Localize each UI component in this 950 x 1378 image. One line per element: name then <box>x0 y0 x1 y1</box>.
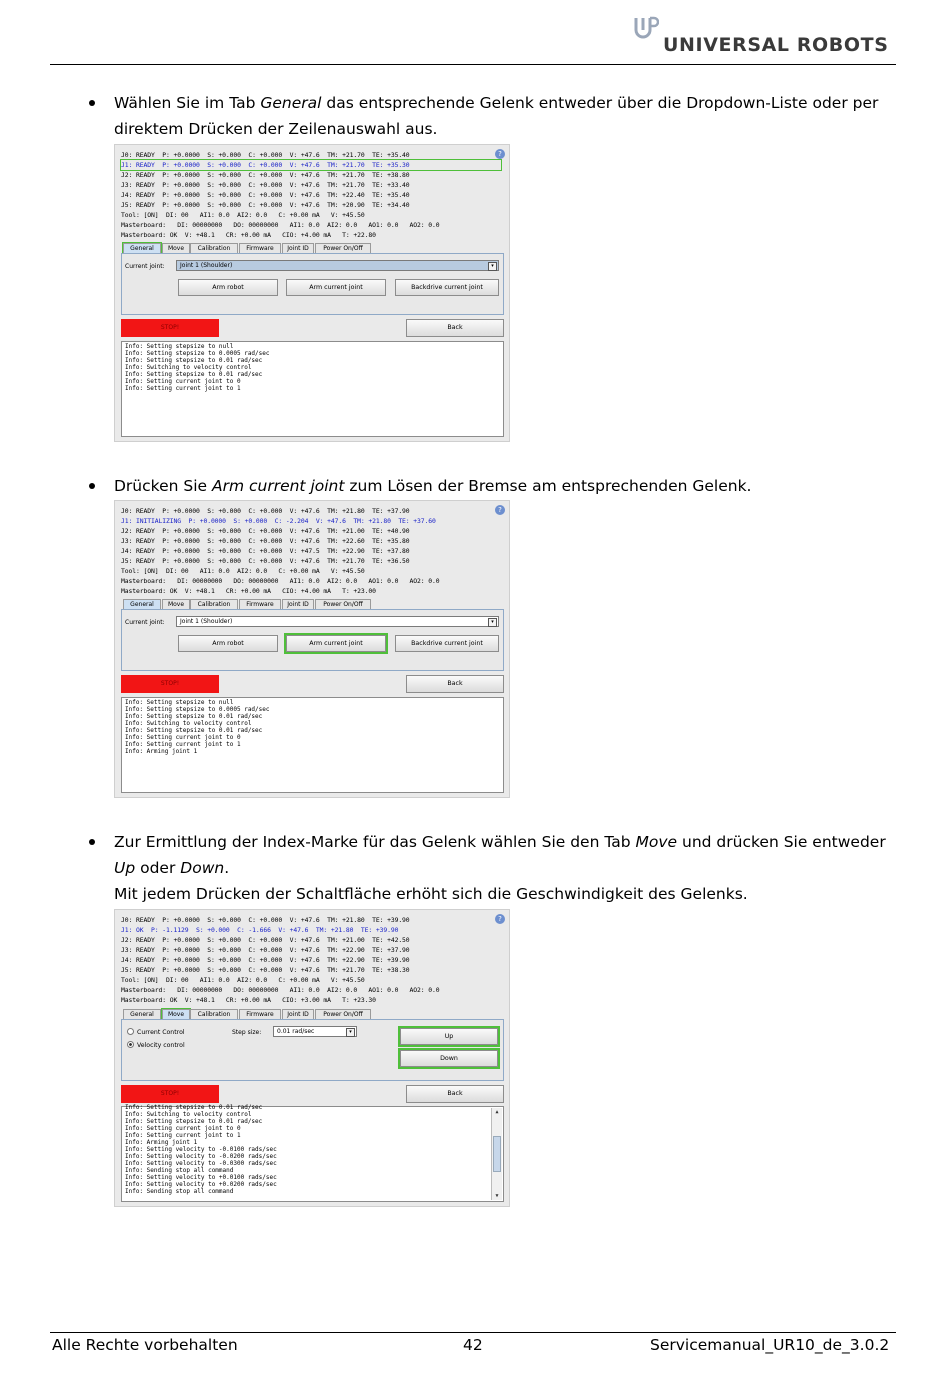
tab-joint-id[interactable]: Joint ID <box>282 243 314 253</box>
log-line: Info: Sending stop all command <box>125 1188 234 1195</box>
tab-firmware[interactable]: Firmware <box>239 599 281 609</box>
status-row-masterboard: Masterboard: OK V: +48.1 CR: +0.00 mA CIO: +4.00 mA T: +23.00 <box>121 587 376 595</box>
log-line: Info: Switching to velocity control <box>125 364 252 371</box>
status-row-j1[interactable]: J1: READY P: +0.0000 S: +0.000 C: +0.000 V: +47.6 TM: +21.70 TE: +35.30 <box>121 160 501 170</box>
status-row-tool: Tool: [ON] DI: 00 AI1: 0.0 AI2: 0.0 C: +0.00 mA V: +45.50 <box>121 211 365 219</box>
status-row-j1[interactable]: J1: INITIALIZING P: +0.0000 S: +0.000 C: -2.204 V: +47.6 TM: +21.80 TE: +37.60 <box>121 517 436 525</box>
general-panel <box>121 253 504 315</box>
joint-status-list <box>121 915 501 1005</box>
log-line: Info: Setting current joint to 0 <box>125 378 241 385</box>
status-row-masterboard: Masterboard: OK V: +48.1 CR: +0.00 mA CIO: +3.00 mA T: +23.30 <box>121 996 376 1004</box>
log-line: Info: Setting stepsize to 0.0005 rad/sec <box>125 706 270 713</box>
tab-firmware[interactable]: Firmware <box>239 1009 281 1019</box>
instruction-1: Wählen Sie im Tab General das entsprechende Gelenk entweder über die Dropdown-Liste oder per direktem Drücken der Zeilenauswahl aus. <box>114 90 914 142</box>
log-line: Info: Switching to velocity control <box>125 1111 252 1118</box>
status-row-j4[interactable]: J4: READY P: +0.0000 S: +0.000 C: +0.000 V: +47.6 TM: +22.90 TE: +39.90 <box>121 956 410 964</box>
tab-move[interactable]: Move <box>162 599 190 609</box>
log-line: Info: Arming joint 1 <box>125 1139 198 1146</box>
tab-general[interactable]: General <box>123 243 161 253</box>
tab-calibration[interactable]: Calibration <box>190 599 238 609</box>
current-joint-dropdown[interactable]: Joint 1 (Shoulder) ▾ <box>176 616 499 627</box>
scroll-thumb[interactable] <box>493 1136 501 1172</box>
status-row-j0[interactable]: J0: READY P: +0.0000 S: +0.000 C: +0.000 V: +47.6 TM: +21.80 TE: +37.90 <box>121 507 410 515</box>
term-move: Move <box>635 833 678 851</box>
term-arm-current-joint: Arm current joint <box>211 477 345 495</box>
radio-on-icon <box>127 1041 134 1048</box>
status-row-masterboard-io: Masterboard: DI: 00000000 DO: 00000000 AI1: 0.0 AI2: 0.0 AO1: 0.0 AO2: 0.0 <box>121 986 440 994</box>
term-up: Up <box>114 859 136 877</box>
log-line: Info: Setting stepsize to 0.01 rad/sec <box>125 713 263 720</box>
universal-robots-logo <box>633 14 893 60</box>
status-row-j5[interactable]: J5: READY P: +0.0000 S: +0.000 C: +0.000 V: +47.6 TM: +21.70 TE: +36.50 <box>121 557 410 565</box>
status-row-j0[interactable]: J0: READY P: +0.0000 S: +0.000 C: +0.000 V: +47.6 TM: +21.70 TE: +35.40 <box>121 151 410 159</box>
log-line: Info: Setting current joint to 1 <box>125 385 241 392</box>
log-line: Info: Setting current joint to 1 <box>125 741 241 748</box>
scroll-down-icon[interactable]: ▼ <box>495 1193 499 1199</box>
backdrive-current-joint-button[interactable]: Backdrive current joint <box>395 279 499 296</box>
term-general: General <box>260 94 322 112</box>
status-row-j2[interactable]: J2: READY P: +0.0000 S: +0.000 C: +0.000 V: +47.6 TM: +21.00 TE: +40.90 <box>121 527 410 535</box>
log-output <box>121 697 504 793</box>
tab-calibration[interactable]: Calibration <box>190 1009 238 1019</box>
status-row-j1[interactable]: J1: OK P: -1.1129 S: +0.000 C: -1.666 V: +47.6 TM: +21.80 TE: +39.90 <box>121 926 399 934</box>
log-output <box>121 1106 504 1202</box>
arm-current-joint-button[interactable]: Arm current joint <box>286 635 386 652</box>
log-output <box>121 341 504 437</box>
current-control-radio[interactable]: Current Control <box>127 1028 185 1036</box>
log-line: Info: Setting velocity to -0.0200 rads/sec <box>125 1153 277 1160</box>
tab-general[interactable]: General <box>123 1009 161 1019</box>
log-scrollbar[interactable] <box>491 1108 502 1200</box>
step-size-dropdown[interactable]: 0.01 rad/sec ▾ <box>273 1026 357 1037</box>
tab-move[interactable]: Move <box>162 1009 190 1019</box>
arm-current-joint-button[interactable]: Arm current joint <box>286 279 386 296</box>
screenshot-move-tab <box>114 909 510 1207</box>
page-number: 42 <box>463 1336 483 1354</box>
screenshot-general-tab <box>114 144 510 442</box>
status-row-masterboard-io: Masterboard: DI: 00000000 DO: 00000000 AI1: 0.0 AI2: 0.0 AO1: 0.0 AO2: 0.0 <box>121 577 440 585</box>
log-line: Info: Setting velocity to -0.0100 rads/sec <box>125 1146 277 1153</box>
log-line: Info: Setting velocity to +0.0100 rads/sec <box>125 1174 277 1181</box>
footer-rule <box>50 1332 896 1333</box>
footer-rights: Alle Rechte vorbehalten <box>52 1336 238 1354</box>
log-line: Info: Setting velocity to +0.0200 rads/sec <box>125 1181 277 1188</box>
step-size-label: Step size: <box>232 1029 262 1036</box>
current-joint-label: Current joint: <box>125 619 165 626</box>
general-panel <box>121 609 504 671</box>
arm-robot-button[interactable]: Arm robot <box>178 279 278 296</box>
tab-joint-id[interactable]: Joint ID <box>282 1009 314 1019</box>
scroll-up-icon[interactable]: ▲ <box>495 1109 499 1115</box>
log-line: Info: Setting stepsize to 0.01 rad/sec <box>125 727 263 734</box>
status-row-j0[interactable]: J0: READY P: +0.0000 S: +0.000 C: +0.000 V: +47.6 TM: +21.80 TE: +39.90 <box>121 916 410 924</box>
status-row-j3[interactable]: J3: READY P: +0.0000 S: +0.000 C: +0.000 V: +47.6 TM: +21.70 TE: +33.40 <box>121 181 410 189</box>
status-row-j2[interactable]: J2: READY P: +0.0000 S: +0.000 C: +0.000 V: +47.6 TM: +21.70 TE: +38.80 <box>121 171 410 179</box>
bullet-icon <box>89 100 95 106</box>
tab-firmware[interactable]: Firmware <box>239 243 281 253</box>
radio-off-icon <box>127 1028 134 1035</box>
chevron-down-icon: ▾ <box>346 1028 355 1037</box>
log-line: Info: Setting stepsize to null <box>125 699 234 706</box>
help-icon[interactable]: ? <box>495 505 505 515</box>
log-line: Info: Switching to velocity control <box>125 720 252 727</box>
logo-wordmark: UNIVERSAL ROBOTS <box>663 34 889 56</box>
log-line: Info: Setting current joint to 0 <box>125 734 241 741</box>
backdrive-current-joint-button[interactable]: Backdrive current joint <box>395 635 499 652</box>
tab-general[interactable]: General <box>123 599 161 609</box>
log-line: Info: Arming joint 1 <box>125 748 198 755</box>
help-icon[interactable]: ? <box>495 914 505 924</box>
status-row-masterboard-io: Masterboard: DI: 00000000 DO: 00000000 AI1: 0.0 AI2: 0.0 AO1: 0.0 AO2: 0.0 <box>121 221 440 229</box>
log-line: Info: Setting current joint to 0 <box>125 1125 241 1132</box>
log-line: Info: Setting stepsize to 0.01 rad/sec <box>125 371 263 378</box>
bullet-icon <box>89 839 95 845</box>
status-row-j2[interactable]: J2: READY P: +0.0000 S: +0.000 C: +0.000 V: +47.6 TM: +21.00 TE: +42.50 <box>121 936 410 944</box>
stop-button[interactable]: STOP! <box>121 675 219 693</box>
term-down: Down <box>180 859 225 877</box>
chevron-down-icon: ▾ <box>488 618 497 627</box>
log-line: Info: Setting stepsize to 0.01 rad/sec <box>125 1118 263 1125</box>
status-row-j4[interactable]: J4: READY P: +0.0000 S: +0.000 C: +0.000 V: +47.6 TM: +22.40 TE: +35.40 <box>121 191 410 199</box>
bullet-icon <box>89 483 95 489</box>
move-panel <box>121 1019 504 1081</box>
velocity-control-radio[interactable]: Velocity control <box>127 1041 185 1049</box>
tab-move[interactable]: Move <box>162 243 190 253</box>
tab-power[interactable]: Power On/Off <box>315 1009 371 1019</box>
status-row-tool: Tool: [ON] DI: 00 AI1: 0.0 AI2: 0.0 C: +0.00 mA V: +45.50 <box>121 976 365 984</box>
tab-calibration[interactable]: Calibration <box>190 243 238 253</box>
status-row-j5[interactable]: J5: READY P: +0.0000 S: +0.000 C: +0.000 V: +47.6 TM: +20.90 TE: +34.40 <box>121 201 410 209</box>
log-line: Info: Setting stepsize to 0.0005 rad/sec <box>125 350 270 357</box>
status-row-tool: Tool: [ON] DI: 00 AI1: 0.0 AI2: 0.0 C: +0.00 mA V: +45.50 <box>121 567 365 575</box>
status-row-j4[interactable]: J4: READY P: +0.0000 S: +0.000 C: +0.000 V: +47.5 TM: +22.90 TE: +37.80 <box>121 547 410 555</box>
tab-power[interactable]: Power On/Off <box>315 243 371 253</box>
instruction-3: Zur Ermittlung der Index-Marke für das Gelenk wählen Sie den Tab Move und drücken Sie entweder Up oder Down. Mit jedem Drücken der Schaltfläche erhöht sich die Geschwindigkeit des Gelenks. <box>114 829 914 907</box>
stop-button[interactable]: STOP! <box>121 319 219 337</box>
stop-button[interactable]: STOP! <box>121 1085 219 1103</box>
status-row-j3[interactable]: J3: READY P: +0.0000 S: +0.000 C: +0.000 V: +47.6 TM: +22.90 TE: +37.90 <box>121 946 410 954</box>
log-line: Info: Sending stop all command <box>125 1167 234 1174</box>
tab-power[interactable]: Power On/Off <box>315 599 371 609</box>
tab-joint-id[interactable]: Joint ID <box>282 599 314 609</box>
screenshot-arm-joint <box>114 500 510 798</box>
help-icon[interactable]: ? <box>495 149 505 159</box>
current-joint-dropdown[interactable]: Joint 1 (Shoulder) ▾ <box>176 260 499 271</box>
instruction-2: Drücken Sie Arm current joint zum Lösen der Bremse am entsprechenden Gelenk. <box>114 473 914 499</box>
status-row-j5[interactable]: J5: READY P: +0.0000 S: +0.000 C: +0.000 V: +47.6 TM: +21.70 TE: +38.30 <box>121 966 410 974</box>
log-line: Info: Setting current joint to 1 <box>125 1132 241 1139</box>
back-button[interactable]: Back <box>406 675 504 693</box>
ur-logo-icon <box>633 16 659 42</box>
joint-status-list <box>121 506 501 596</box>
status-row-masterboard: Masterboard: OK V: +48.1 CR: +0.00 mA CIO: +4.00 mA T: +22.80 <box>121 231 376 239</box>
chevron-down-icon: ▾ <box>488 262 497 271</box>
footer-document-id: Servicemanual_UR10_de_3.0.2 <box>650 1336 890 1354</box>
up-button[interactable]: Up <box>400 1028 498 1045</box>
log-line: Info: Setting stepsize to null <box>125 343 234 350</box>
down-button[interactable]: Down <box>400 1050 498 1067</box>
arm-robot-button[interactable]: Arm robot <box>178 635 278 652</box>
current-joint-label: Current joint: <box>125 263 165 270</box>
status-row-j3[interactable]: J3: READY P: +0.0000 S: +0.000 C: +0.000 V: +47.6 TM: +22.60 TE: +35.80 <box>121 537 410 545</box>
back-button[interactable]: Back <box>406 1085 504 1103</box>
log-line: Info: Setting stepsize to 0.01 rad/sec <box>125 1104 263 1111</box>
header-rule <box>50 64 896 65</box>
back-button[interactable]: Back <box>406 319 504 337</box>
log-line: Info: Setting velocity to -0.0300 rads/sec <box>125 1160 277 1167</box>
joint-status-list <box>121 150 501 240</box>
log-line: Info: Setting stepsize to 0.01 rad/sec <box>125 357 263 364</box>
